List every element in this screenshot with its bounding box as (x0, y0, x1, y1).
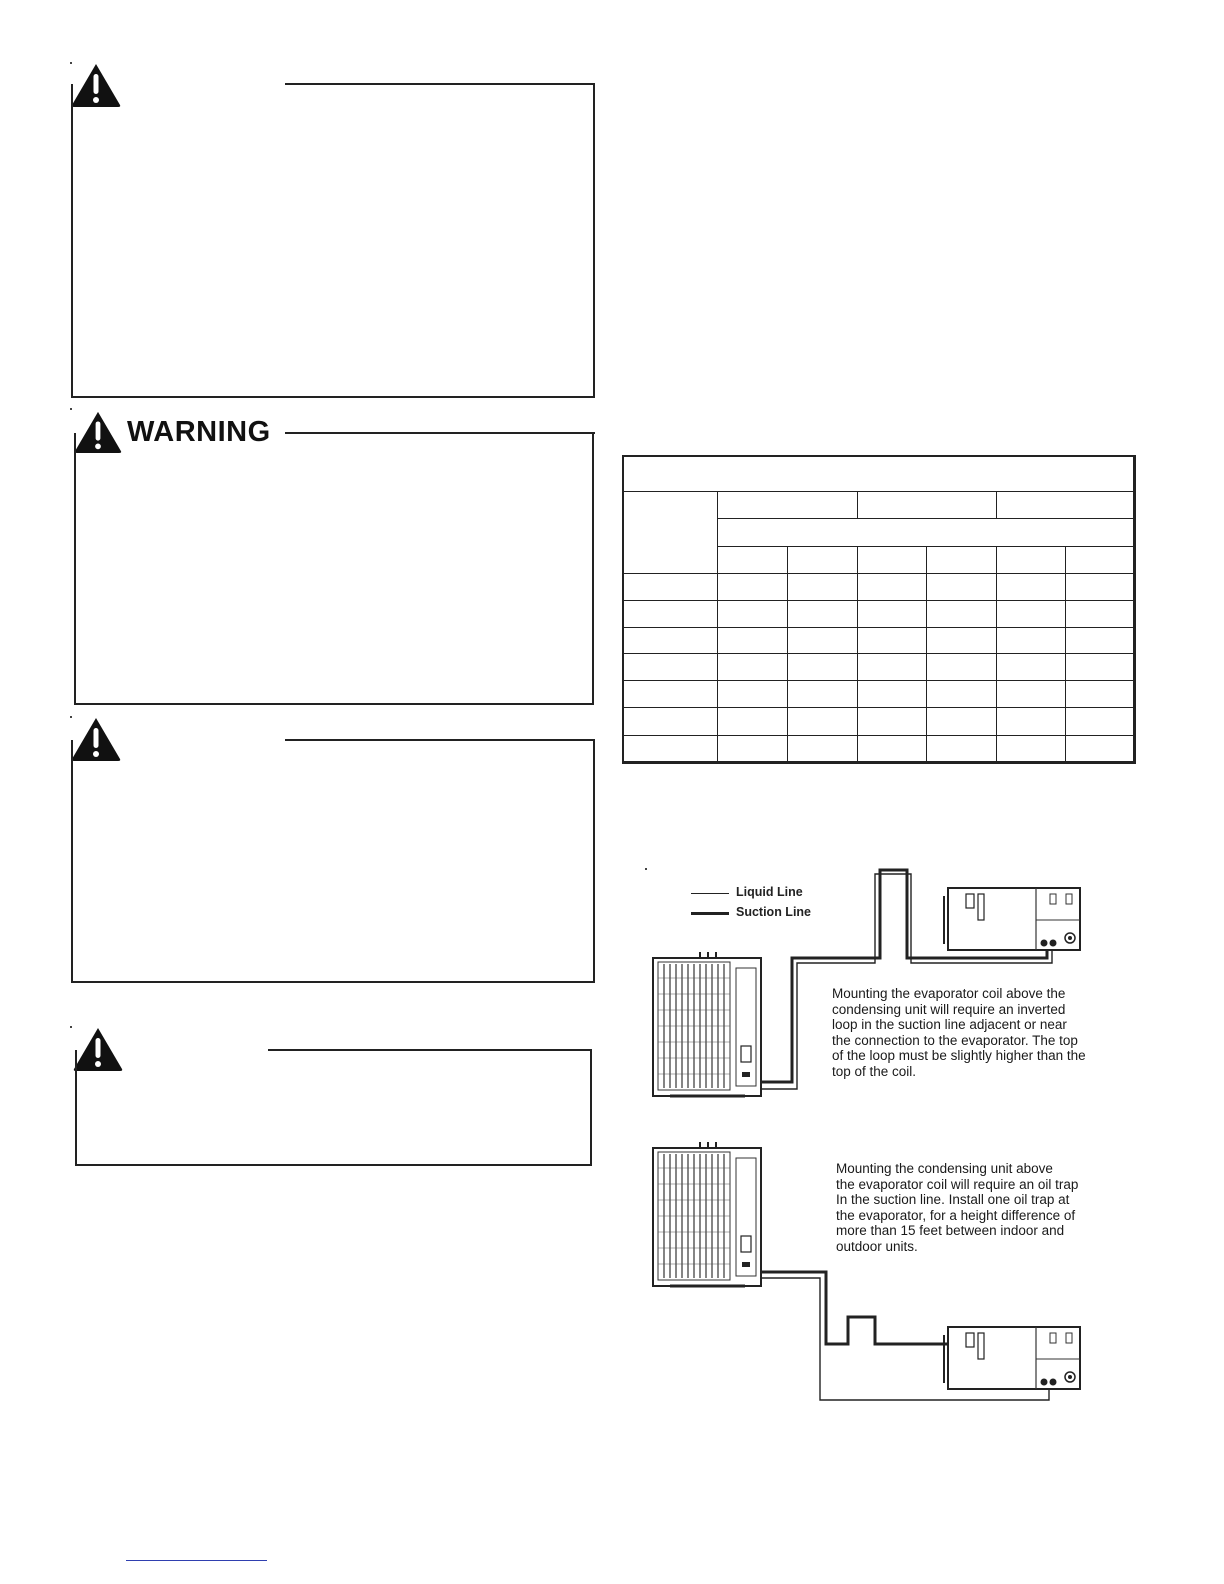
table-rule (996, 491, 997, 518)
warning-box-2 (74, 433, 594, 705)
note-evaporator-above: Mounting the evaporator coil above the condensing unit will require an inverted loop in the suction line adjacent or near the connection to the evaporator. The top of the loop must be slightly higher than the top of the coil. (832, 986, 1086, 1079)
note-condensing-above: Mounting the condensing unit above the evaporator coil will require an oil trap In the suction line. Install one oil trap at the evaporator, for a height difference of more than 15 feet between indoor and outdoor units. (836, 1161, 1079, 1254)
warning-label: WARNING (127, 416, 271, 448)
warning-box-4 (75, 1050, 592, 1166)
warning-box-3 (71, 740, 595, 983)
table-border (622, 455, 1136, 764)
table-rule (787, 546, 788, 762)
evaporator-coil-icon (942, 886, 1084, 954)
table-rule (926, 546, 927, 762)
table-rule (857, 491, 858, 518)
liquid-line-label: Liquid Line (736, 885, 803, 899)
table-rule (857, 546, 858, 762)
table-rule (717, 518, 1134, 519)
table-rule (622, 707, 1134, 708)
table-rule (622, 653, 1134, 654)
suction-line-label: Suction Line (736, 905, 811, 919)
table-rule (622, 680, 1134, 681)
table-rule (1065, 546, 1066, 762)
warning-box-1 (71, 84, 595, 398)
table-rule (622, 735, 1134, 736)
specification-table (622, 455, 1136, 764)
table-rule (996, 546, 997, 762)
condensing-unit-icon (650, 1140, 765, 1292)
hyperlink-underline[interactable] (126, 1560, 267, 1561)
table-rule (717, 491, 718, 762)
table-rule (622, 600, 1134, 601)
table-rule (622, 491, 1134, 492)
table-rule (622, 573, 1134, 574)
evaporator-coil-icon (942, 1325, 1084, 1393)
table-rule (622, 627, 1134, 628)
condensing-unit-icon (650, 950, 765, 1102)
